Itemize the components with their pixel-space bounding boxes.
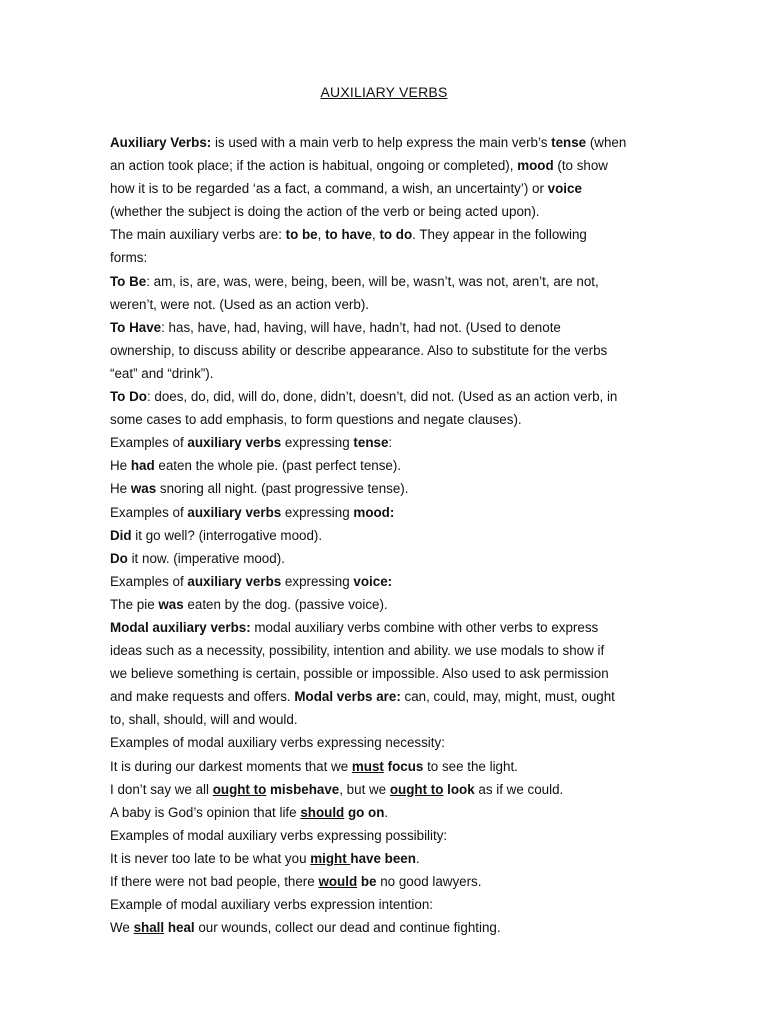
text-line (110, 131, 670, 154)
emphasized-term: shall (133, 920, 165, 936)
bold-term: was (130, 481, 157, 497)
emphasized-term: might (310, 850, 351, 866)
text-line (110, 639, 670, 662)
text-run: Example of modal auxiliary verbs expression intention: (110, 897, 434, 913)
text-run: modal auxiliary verbs combine with other verbs to express (250, 619, 599, 635)
text-line (110, 477, 670, 500)
text-run: : am, is, are, was, were, being, been, will be, wasn’t, was not, aren’t, are not, (146, 273, 599, 289)
text-run: eaten the whole pie. (past perfect tense). (154, 458, 402, 474)
text-run: He (110, 458, 131, 474)
text-run: If there were not bad people, there (110, 874, 319, 889)
text-run: to, shall, should, will and would. (110, 712, 298, 728)
text-line (110, 339, 670, 362)
text-line (110, 547, 670, 570)
text-line (110, 223, 670, 246)
bold-term: be (360, 874, 377, 889)
bold-term: was (158, 596, 184, 612)
text-run: (whether the subject is doing the action of the verb or being acted upon). (110, 204, 540, 220)
text-line (110, 570, 670, 593)
text-line (110, 685, 670, 708)
text-run: : does, do, did, will do, done, didn’t, doesn’t, did not. (Used as an action verb, in (146, 389, 618, 405)
bold-term: auxiliary verbs (187, 504, 282, 520)
page-title: AUXILIARY VERBS (320, 84, 448, 100)
text-run: Examples of (110, 573, 188, 589)
text-run: . (384, 804, 389, 820)
text-line (110, 246, 670, 269)
text-run: The main auxiliary verbs are: (110, 227, 286, 243)
document-body (110, 131, 670, 939)
bold-term: mood: (353, 504, 395, 520)
text-line (110, 293, 670, 316)
text-line (110, 524, 670, 547)
text-run: It is during our darkest moments that we (110, 758, 352, 774)
text-run: (to show (553, 158, 608, 174)
text-line (110, 454, 670, 477)
bold-term: tense (551, 135, 587, 150)
text-line (110, 916, 670, 939)
text-run: expressing (281, 504, 354, 520)
bold-term: misbehave (270, 781, 340, 797)
text-run: expressing (281, 435, 354, 451)
text-run: Examples of modal auxiliary verbs expressing possibility: (110, 827, 448, 843)
text-run: “eat” and “drink”). (110, 365, 214, 381)
text-run: eaten by the dog. (passive voice). (183, 596, 388, 612)
bold-term: To Do (110, 389, 147, 405)
text-run: no good lawyers. (376, 874, 482, 889)
text-run: , (317, 227, 326, 243)
text-run: forms: (110, 250, 148, 266)
bold-term: to have (325, 227, 372, 243)
text-run: expressing (281, 573, 354, 589)
text-run: (when (586, 135, 627, 150)
bold-term: focus (387, 758, 424, 774)
text-run: We (110, 920, 134, 936)
bold-term: Do (110, 550, 128, 566)
text-run: . (415, 850, 420, 866)
text-line (110, 801, 670, 824)
bold-term: to do (379, 227, 413, 243)
text-run: , but we (339, 781, 390, 797)
text-run: . They appear in the following (412, 227, 587, 243)
text-run: It is never too late to be what you (110, 850, 311, 866)
text-line (110, 362, 670, 385)
bold-term: Modal auxiliary verbs: (110, 619, 251, 635)
text-line (110, 316, 670, 339)
bold-term: voice (547, 181, 582, 197)
text-run: is used with a main verb to help express the main verb’s (211, 135, 552, 150)
text-line (110, 847, 670, 870)
text-line (110, 755, 670, 778)
bold-term: tense (353, 435, 389, 451)
bold-term: To Have (110, 319, 162, 335)
text-line (110, 431, 670, 454)
text-run: our wounds, collect our dead and continue fighting. (194, 920, 501, 936)
text-line (110, 662, 670, 685)
text-run: A baby is God’s opinion that life (110, 804, 301, 820)
bold-term: mood (517, 158, 554, 174)
text-run: Examples of modal auxiliary verbs expressing necessity: (110, 735, 445, 751)
text-line (110, 270, 670, 293)
text-line (110, 893, 670, 916)
bold-term: had (130, 458, 155, 474)
bold-term: have been (350, 850, 416, 866)
text-run: Examples of (110, 435, 188, 451)
text-line (110, 870, 670, 893)
text-run: weren’t, were not. (Used as an action verb). (110, 296, 370, 312)
text-run: : has, have, had, having, will have, hadn’t, had not. (Used to denote (161, 319, 561, 335)
text-line (110, 200, 670, 223)
text-run: The pie (110, 596, 159, 612)
text-line (110, 731, 670, 754)
text-line (110, 616, 670, 639)
text-line (110, 408, 670, 431)
text-line (110, 778, 670, 801)
text-run: : (388, 435, 393, 451)
bold-term: auxiliary verbs (187, 573, 282, 589)
text-run: and make requests and offers. (110, 689, 295, 705)
bold-term: To Be (110, 273, 147, 289)
text-line (110, 385, 670, 408)
text-run: how it is to be regarded ‘as a fact, a command, a wish, an uncertainty’) or (110, 181, 548, 197)
bold-term: look (447, 781, 475, 797)
text-run: snoring all night. (past progressive tense). (156, 481, 409, 497)
text-run: can, could, may, might, must, ought (400, 689, 615, 705)
bold-term: Modal verbs are: (294, 689, 401, 705)
text-run: I don’t say we all (110, 781, 213, 797)
emphasized-term: ought to (389, 781, 444, 797)
text-run: it go well? (interrogative mood). (131, 527, 323, 543)
text-run: an action took place; if the action is habitual, ongoing or completed), (110, 158, 518, 174)
emphasized-term: would (318, 874, 358, 889)
emphasized-term: should (300, 804, 345, 820)
text-run: some cases to add emphasis, to form questions and negate clauses). (110, 412, 522, 428)
bold-term: voice: (353, 573, 393, 589)
text-line (110, 177, 670, 200)
text-run: it now. (imperative mood). (127, 550, 285, 566)
text-line (110, 824, 670, 847)
bold-term: to be (285, 227, 318, 243)
bold-term: heal (167, 920, 195, 936)
bold-term: go on (347, 804, 385, 820)
bold-term: Auxiliary Verbs: (110, 135, 212, 150)
text-run: ownership, to discuss ability or describe appearance. Also to substitute for the verbs (110, 342, 608, 358)
bold-term: Did (110, 527, 132, 543)
text-line (110, 593, 670, 616)
emphasized-term: ought to (212, 781, 267, 797)
text-line (110, 708, 670, 731)
text-run: to see the light. (423, 758, 518, 774)
text-line (110, 501, 670, 524)
bold-term: auxiliary verbs (187, 435, 282, 451)
text-run: Examples of (110, 504, 188, 520)
emphasized-term: must (351, 758, 384, 774)
text-run: we believe something is certain, possible or impossible. Also used to ask permission (110, 666, 609, 682)
text-line (110, 154, 670, 177)
text-run: ideas such as a necessity, possibility, intention and ability. we use modals to show if (110, 643, 605, 659)
text-run: , (371, 227, 380, 243)
text-run: as if we could. (474, 781, 564, 797)
text-run: He (110, 481, 131, 497)
